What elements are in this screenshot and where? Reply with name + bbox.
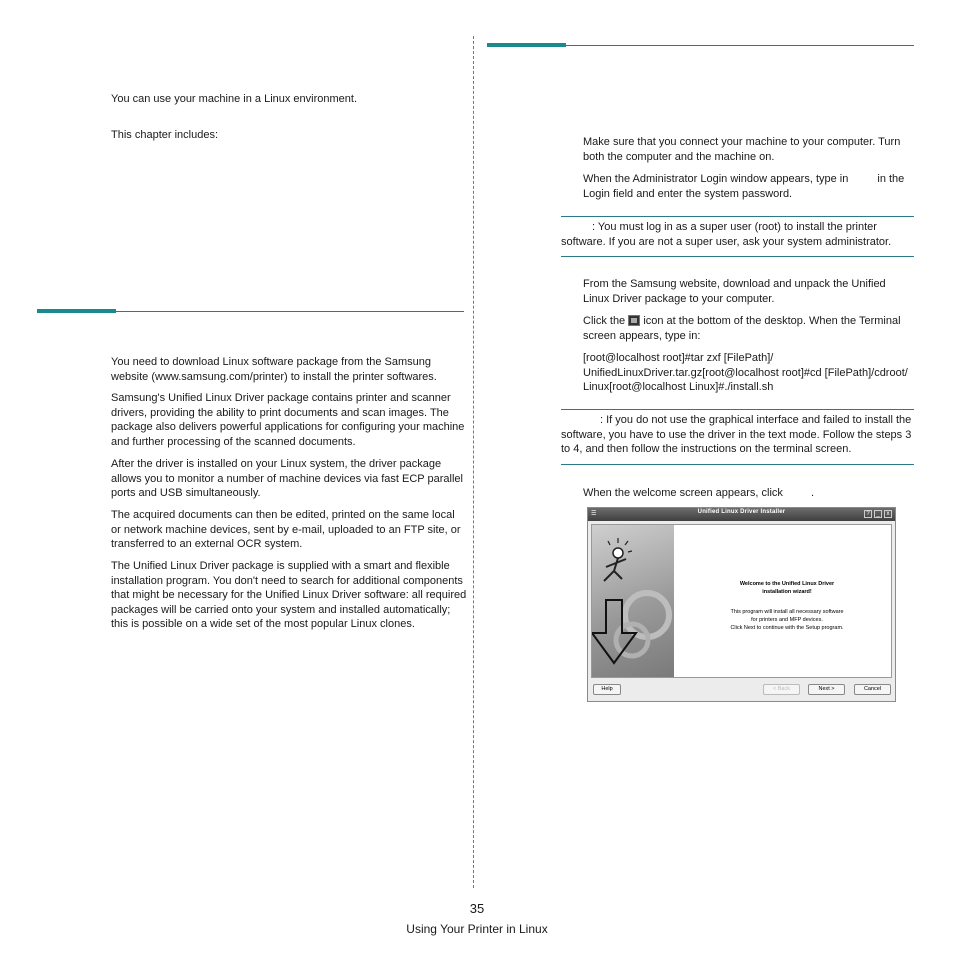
step-login: When the Administrator Login window appears, type in in the Login field and enter the system password. bbox=[583, 173, 905, 200]
terminal-commands: [root@localhost root]#tar zxf [FilePath]/ UnifiedLinuxDriver.tar.gz[root@localhost root]#cd [FilePath]/cdroot/ Linux[root@localhost Linux]#./install.sh bbox=[583, 352, 908, 394]
step-terminal: Click the icon at the bottom of the desktop. When the Terminal screen appears, type in: bbox=[583, 315, 901, 342]
help-icon[interactable]: ? bbox=[864, 510, 872, 518]
step-connect: Make sure that you connect your machine to your computer. Turn both the computer and the machine on. bbox=[583, 136, 901, 163]
paragraph-installation: The Unified Linux Driver package is supplied with a smart and flexible installation program. You don't need to search for additional components that might be necessary for the Unified Linux Driver software: all required packages will be carried onto your system and installed automatically; this is possible on a wide set of the most popular Linux clones. bbox=[111, 560, 467, 631]
section-accent-right bbox=[487, 43, 566, 47]
column-divider bbox=[473, 36, 474, 888]
welcome-heading: Welcome to the Unified Linux Driver installation wizard! bbox=[739, 581, 835, 595]
chapter-includes-text: This chapter includes: bbox=[111, 129, 218, 141]
note2-rule-bottom bbox=[561, 464, 914, 465]
installer-window bbox=[587, 507, 896, 702]
paragraph-package: Samsung's Unified Linux Driver package contains printer and scanner drivers, providing the ability to print documents and scan images. The package also delivers powerful applications for configuring your machine and further processing of the scanned documents. bbox=[111, 392, 465, 448]
step-download: From the Samsung website, download and unpack the Unified Linux Driver package to your computer. bbox=[583, 278, 886, 305]
footer-chapter-title: Using Your Printer in Linux bbox=[406, 922, 548, 936]
installer-title: Unified Linux Driver Installer bbox=[697, 509, 786, 515]
intro-text: You can use your machine in a Linux environment. bbox=[111, 93, 358, 105]
step-welcome: When the welcome screen appears, click . bbox=[583, 487, 814, 499]
note-rule-top bbox=[561, 216, 914, 217]
close-icon[interactable]: x bbox=[884, 510, 892, 518]
installer-side-art bbox=[592, 525, 674, 677]
cancel-button[interactable]: Cancel bbox=[854, 684, 891, 695]
installer-title-bar bbox=[588, 508, 895, 521]
paragraph-download: You need to download Linux software package from the Samsung website (www.samsung.com/printer) to install the printer softwares. bbox=[111, 356, 437, 383]
paragraph-documents: The acquired documents can then be edited, printed on the same local or network machine devices, sent by e-mail, uploaded to an FTP site, or transferred to an external OCR system. bbox=[111, 509, 461, 551]
mascot-arrow-illustration bbox=[592, 525, 674, 677]
installer-content-pane bbox=[591, 524, 892, 678]
minimize-icon[interactable]: _ bbox=[874, 510, 882, 518]
paragraph-monitor: After the driver is installed on your Linux system, the driver package allows you to monitor a number of machine devices via fast ECP parallel ports and USB simultaneously. bbox=[111, 458, 463, 500]
section-accent-left bbox=[37, 309, 116, 313]
welcome-body: This program will install all necessary software for printers and MFP devices. Click Next to continue with the Setup program. bbox=[730, 609, 844, 631]
terminal-icon bbox=[628, 315, 640, 326]
note2-rule-top bbox=[561, 409, 914, 410]
note-superuser: : You must log in as a super user (root) to install the printer software. If you are not a super user, ask your system administrator. bbox=[561, 221, 892, 248]
note-text-mode: : If you do not use the graphical interface and failed to install the software, you have to use the driver in the text mode. Follow the steps 3 to 4, and then follow the instructions on the terminal screen. bbox=[561, 414, 912, 456]
help-button[interactable]: Help bbox=[593, 684, 621, 695]
back-button[interactable]: < Back bbox=[763, 684, 800, 695]
page-number: 35 bbox=[469, 901, 485, 916]
note-rule-bottom bbox=[561, 256, 914, 257]
window-menu-icon[interactable]: ☰ bbox=[591, 511, 597, 517]
next-button[interactable]: Next > bbox=[808, 684, 845, 695]
